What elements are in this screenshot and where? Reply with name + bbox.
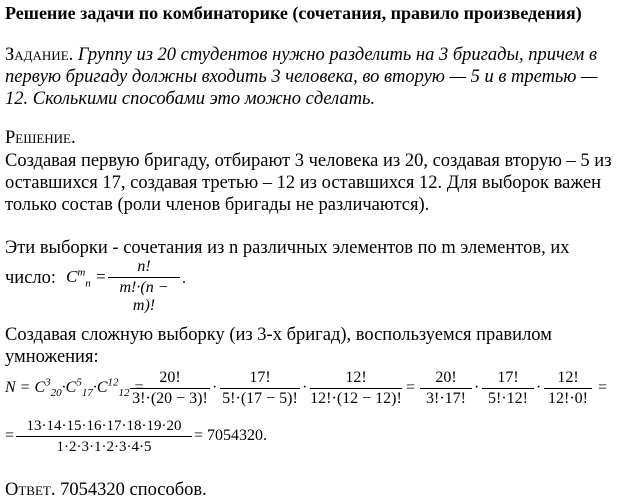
task-label: Задание. (5, 45, 74, 65)
formula-result: = 7054320. (194, 427, 268, 444)
binom-denominator: m!·(n − m)! (119, 279, 169, 314)
fraction-3: 12! 12!·(12 − 12)! (310, 369, 402, 407)
solution-p1-line-1: Создавая первую бригаду, отбирают 3 человека из 20, создавая вторую – 5 из (5, 151, 612, 171)
fraction-2: 17! 5!·(17 − 5)! (220, 369, 300, 408)
solution-p2-line-1: Эти выборки - сочетания из n различных элементов по m элементов, их (5, 238, 570, 258)
solution-p1-line-3: только состав (роли членов бригады не различаются). (5, 195, 430, 215)
solution-p1-line-2: оставшихся 17, создавая третью – 12 из оставшихся 12. Для выборок важен (5, 173, 602, 193)
solution-p2-word: число: (5, 268, 57, 288)
fraction-1: 20! 3!·(20 − 3)! (130, 369, 210, 408)
solution-p3-line-1: Создавая сложную выборку (из 3-х бригад), воспользуемся правилом (5, 325, 552, 345)
fraction-5: 17! 5!·12! (482, 369, 534, 408)
task-text-1: Группу из 20 студентов нужно разделить на 3 бригады, причем в (77, 45, 598, 65)
product-fraction: 13·14·15·16·17·18·19·20 1·2·3·1·2·3·4·5 (16, 417, 192, 456)
page-title: Решение задачи по комбинаторике (сочетания, правило произведения) (5, 3, 582, 23)
task-line-3: 12. Сколькими способами это можно сделать. (5, 89, 376, 109)
answer-line (5, 479, 207, 501)
task-line-2: первую бригаду должны входить 3 человека, во вторую — 5 и в третью — (5, 67, 598, 87)
fraction-4: 20! 3!·17! (420, 369, 472, 408)
formula-lhs: $N = C^3_{20}\cdot C^5_{17}\cdot C^{12}_{12}$ = (5, 376, 145, 400)
solution-label: Решение. (5, 128, 76, 148)
binom-fraction (108, 258, 180, 315)
answer-label: Ответ. (5, 480, 56, 500)
answer-text: 7054320 способов. (60, 480, 207, 500)
binom-symbol: $C^m_n$ = (66, 266, 107, 290)
solution-p3-line-2: умножения: (5, 347, 99, 367)
task-line-1 (5, 44, 597, 66)
binom-period: . (182, 270, 186, 287)
fraction-6: 12! 12!·0! (544, 369, 592, 408)
binom-numerator: n! (137, 258, 151, 275)
